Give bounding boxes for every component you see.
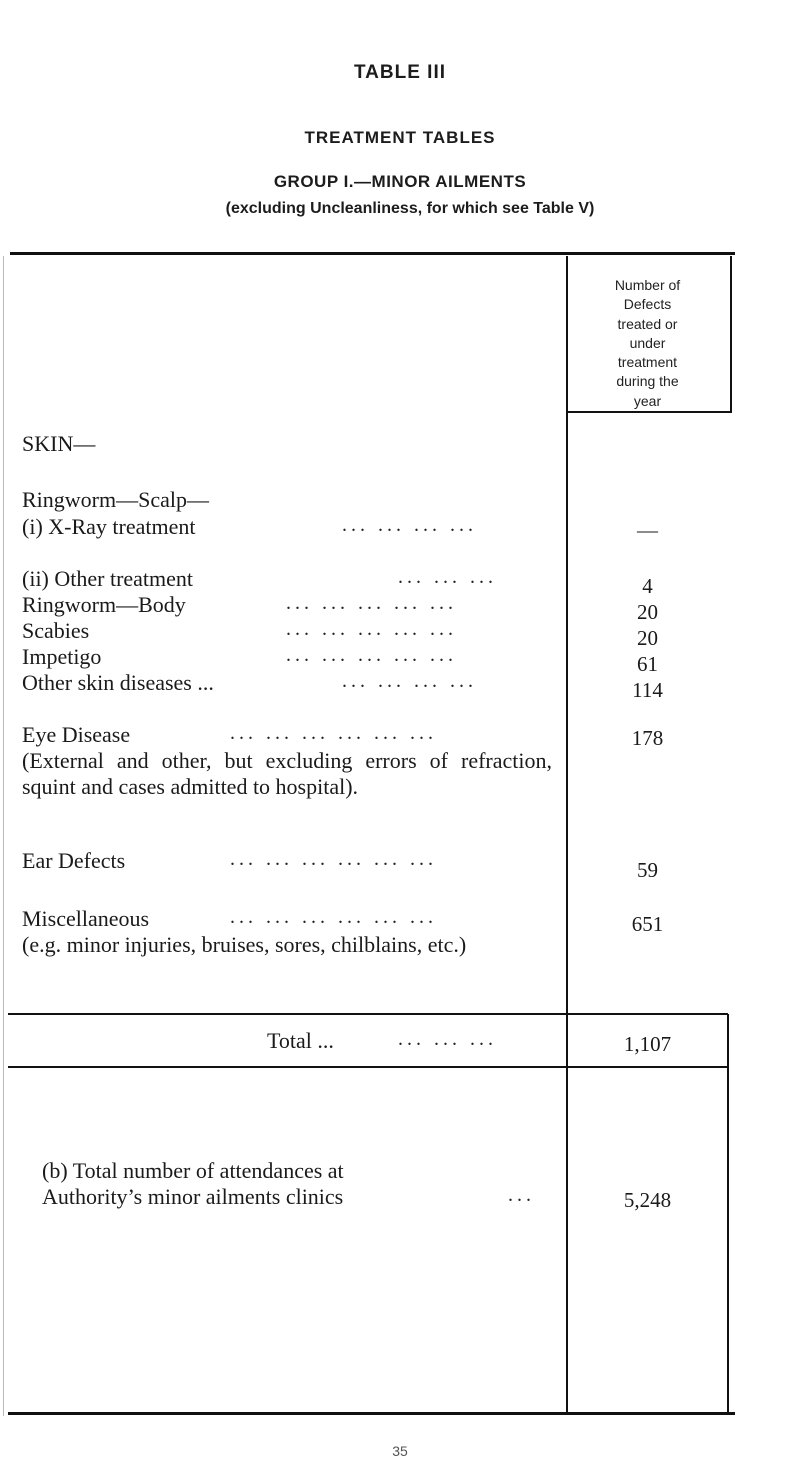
leader-dots: ... ... ... ... ... ... <box>230 722 437 744</box>
row-other-treatment-label: (ii) Other treatment <box>22 566 194 591</box>
table-right-border-lower <box>727 1014 729 1412</box>
row-eye-label: Eye Disease <box>22 722 131 747</box>
leader-dots: ... ... ... ... ... <box>286 644 457 666</box>
column-divider <box>566 256 568 1412</box>
row-scabies-value: 20 <box>637 626 658 650</box>
group-heading: GROUP I.—MINOR AILMENTS <box>273 172 527 191</box>
column-header-line: Number of <box>614 277 681 293</box>
row-ringworm-scalp: Ringworm—Scalp— <box>22 487 209 512</box>
table-right-border <box>730 256 732 412</box>
row-impetigo-label: Impetigo <box>22 644 102 669</box>
column-header-line: under <box>629 334 666 351</box>
leader-dots: ... <box>508 1184 535 1206</box>
column-header-line: during the <box>616 373 679 390</box>
column-header-line: treated or <box>617 315 678 332</box>
row-ringworm-body-value: 20 <box>637 600 658 624</box>
column-header-line: year <box>633 392 662 409</box>
row-ear-label: Ear Defects <box>22 848 126 873</box>
total-label: Total ... <box>267 1028 334 1053</box>
column-header <box>570 276 725 411</box>
row-scabies-label: Scabies <box>22 618 90 643</box>
table-bottom-border <box>8 1412 735 1415</box>
column-header-line: Defects <box>623 296 672 313</box>
row-misc-value: 651 <box>631 912 664 936</box>
leader-dots: ... ... ... <box>398 1028 497 1050</box>
leader-dots: ... ... ... ... ... <box>286 592 457 614</box>
total-top-rule <box>8 1013 728 1015</box>
leader-dots: ... ... ... ... <box>342 514 477 536</box>
row-misc-note: (e.g. minor injuries, bruises, sores, chilblains, etc.) <box>22 932 467 957</box>
section-label-skin: SKIN— <box>22 431 96 456</box>
table-top-border <box>10 252 735 255</box>
row-eye-note: (External and other, but excluding errors of refraction, squint and cases admitted to hospital). <box>22 748 552 799</box>
attendances-line-2: Authority’s minor ailments clinics <box>42 1184 344 1209</box>
leader-dots: ... ... ... ... <box>342 670 477 692</box>
table-number: TABLE III <box>353 62 447 83</box>
row-xray-label: (i) X-Ray treatment <box>22 514 196 539</box>
group-note: (excluding Uncleanliness, for which see Table V) <box>225 200 595 217</box>
row-other-treatment-value: 4 <box>642 574 653 598</box>
leader-dots: ... ... ... ... ... <box>286 618 457 640</box>
header-divider <box>566 411 732 413</box>
column-header-line: treatment <box>617 354 678 371</box>
row-xray-value: — <box>637 518 658 542</box>
attendances-value: 5,248 <box>623 1188 672 1212</box>
leader-dots: ... ... ... <box>398 566 497 588</box>
table-title: TREATMENT TABLES <box>304 128 496 147</box>
page-number: 35 <box>392 1443 408 1459</box>
leader-dots: ... ... ... ... ... ... <box>230 848 437 870</box>
row-other-skin-value: 114 <box>632 678 663 702</box>
row-ringworm-body-label: Ringworm—Body <box>22 592 186 617</box>
row-eye-value: 178 <box>631 726 664 750</box>
table-left-border <box>3 256 4 1416</box>
total-bottom-rule <box>8 1066 728 1068</box>
row-impetigo-value: 61 <box>637 652 658 676</box>
leader-dots: ... ... ... ... ... ... <box>230 906 437 928</box>
row-ear-value: 59 <box>637 858 658 882</box>
attendances-line-1: (b) Total number of attendances at <box>42 1158 344 1183</box>
row-other-skin-label: Other skin diseases ... <box>22 670 214 695</box>
total-value: 1,107 <box>623 1032 672 1056</box>
row-misc-label: Miscellaneous <box>22 906 150 931</box>
